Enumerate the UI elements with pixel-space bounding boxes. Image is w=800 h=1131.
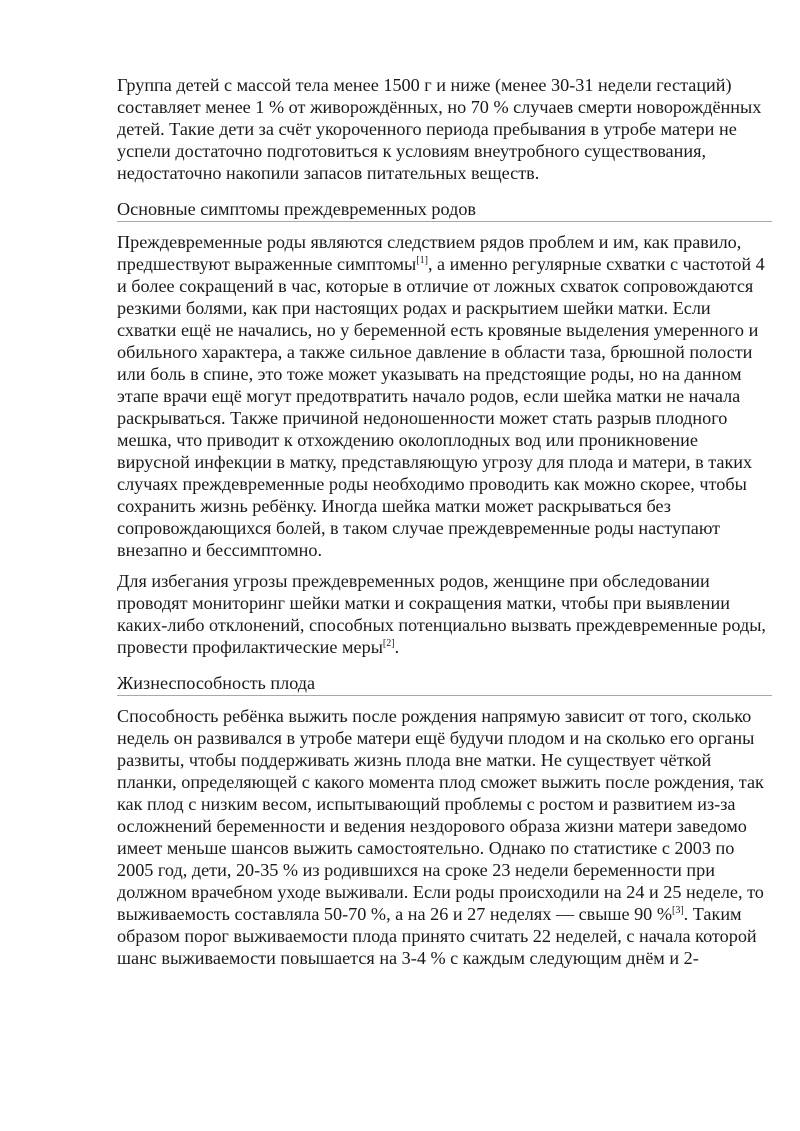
symptoms-paragraph-1 bbox=[117, 231, 772, 561]
viability-p1-text-b: . Таким образом порог выживаемости плода принято считать 22 неделей, с начала которой шанс выживаемости повышается на 3-4 % с каждым следующим днём и 2- bbox=[117, 904, 757, 968]
article-body bbox=[117, 74, 772, 978]
footnote-ref-2[interactable]: [2] bbox=[382, 637, 395, 649]
viability-p1-text-a: Способность ребёнка выжить после рождения напрямую зависит от того, сколько недель он развивался в утробе матери ещё будучи плодом и на сколько его органы развиты, чтобы поддерживать жизнь плода вне матки. Не существует чёткой планки, определяющей с какого момента плод сможет выжить после рождения, так как плод с низким весом, испытывающий проблемы с ростом и развитием из-за осложнений беременности и ведения нездорового образа жизни матери заведомо имеет меньше шансов выжить самостоятельно. Однако по статистике с 2003 по 2005 год, дети, 20-35 % из родившихся на сроке 23 недели беременности при должном врачебном уходе выживали. Если роды происходили на 24 и 25 неделе, то выживаемость составляла 50-70 %, а на 26 и 27 неделях — свыше 90 % bbox=[117, 706, 764, 924]
footnote-ref-3[interactable]: [3] bbox=[671, 904, 684, 916]
section-heading-viability: Жизнеспособность плода bbox=[117, 672, 772, 696]
section-heading-symptoms: Основные симптомы преждевременных родов bbox=[117, 198, 772, 222]
symptoms-p2-text-a: Для избегания угрозы преждевременных родов, женщине при обследовании проводят мониторинг шейки матки и сокращения матки, чтобы при выявлении каких-либо отклонений, способных потенциально вызвать преждевременные роды, провести профилактические меры bbox=[117, 571, 766, 657]
symptoms-p1-text-a: Преждевременные роды являются следствием рядов проблем и им, как правило, предшествуют выраженные симптомы bbox=[117, 232, 742, 274]
intro-paragraph: Группа детей с массой тела менее 1500 г и ниже (менее 30-31 недели гестаций) составляет менее 1 % от живорождённых, но 70 % случаев смерти новорождённых детей. Такие дети за счёт укороченного периода пребывания в утробе матери не успели достаточно подготовиться к условиям внеутробного существования, недостаточно накопили запасов питательных веществ. bbox=[117, 75, 762, 183]
symptoms-p1-text-b: , а именно регулярные схватки с частотой 4 и более сокращений в час, которые в отличие от ложных схваток сопровождаются резкими болями, как при настоящих родах и раскрытием шейки матки. Если схватки ещё не начались, но у беременной есть кровяные выделения умеренного и обильного характера, а также сильное давление в области таза, брюшной полости или боль в спине, это тоже может указывать на предстоящие роды, но на данном этапе врачи ещё могут предотвратить начало родов, если шейка матки не начала раскрываться. Также причиной недоношенности может стать разрыв плодного мешка, что приводит к отхождению околоплодных вод или проникновение вирусной инфекции в матку, представляющую угрозу для плода и матери, в таких случаях преждевременные роды необходимо проводить как можно скорее, чтобы сохранить жизнь ребёнку. Иногда шейка матки может раскрываться без сопровождающихся болей, в таком случае преждевременные роды наступают внезапно и бессимптомно. bbox=[117, 254, 765, 560]
symptoms-p2-text-b: . bbox=[394, 637, 400, 657]
viability-paragraph-1 bbox=[117, 705, 772, 969]
symptoms-paragraph-2 bbox=[117, 570, 772, 658]
footnote-ref-1[interactable]: [1] bbox=[416, 254, 428, 266]
